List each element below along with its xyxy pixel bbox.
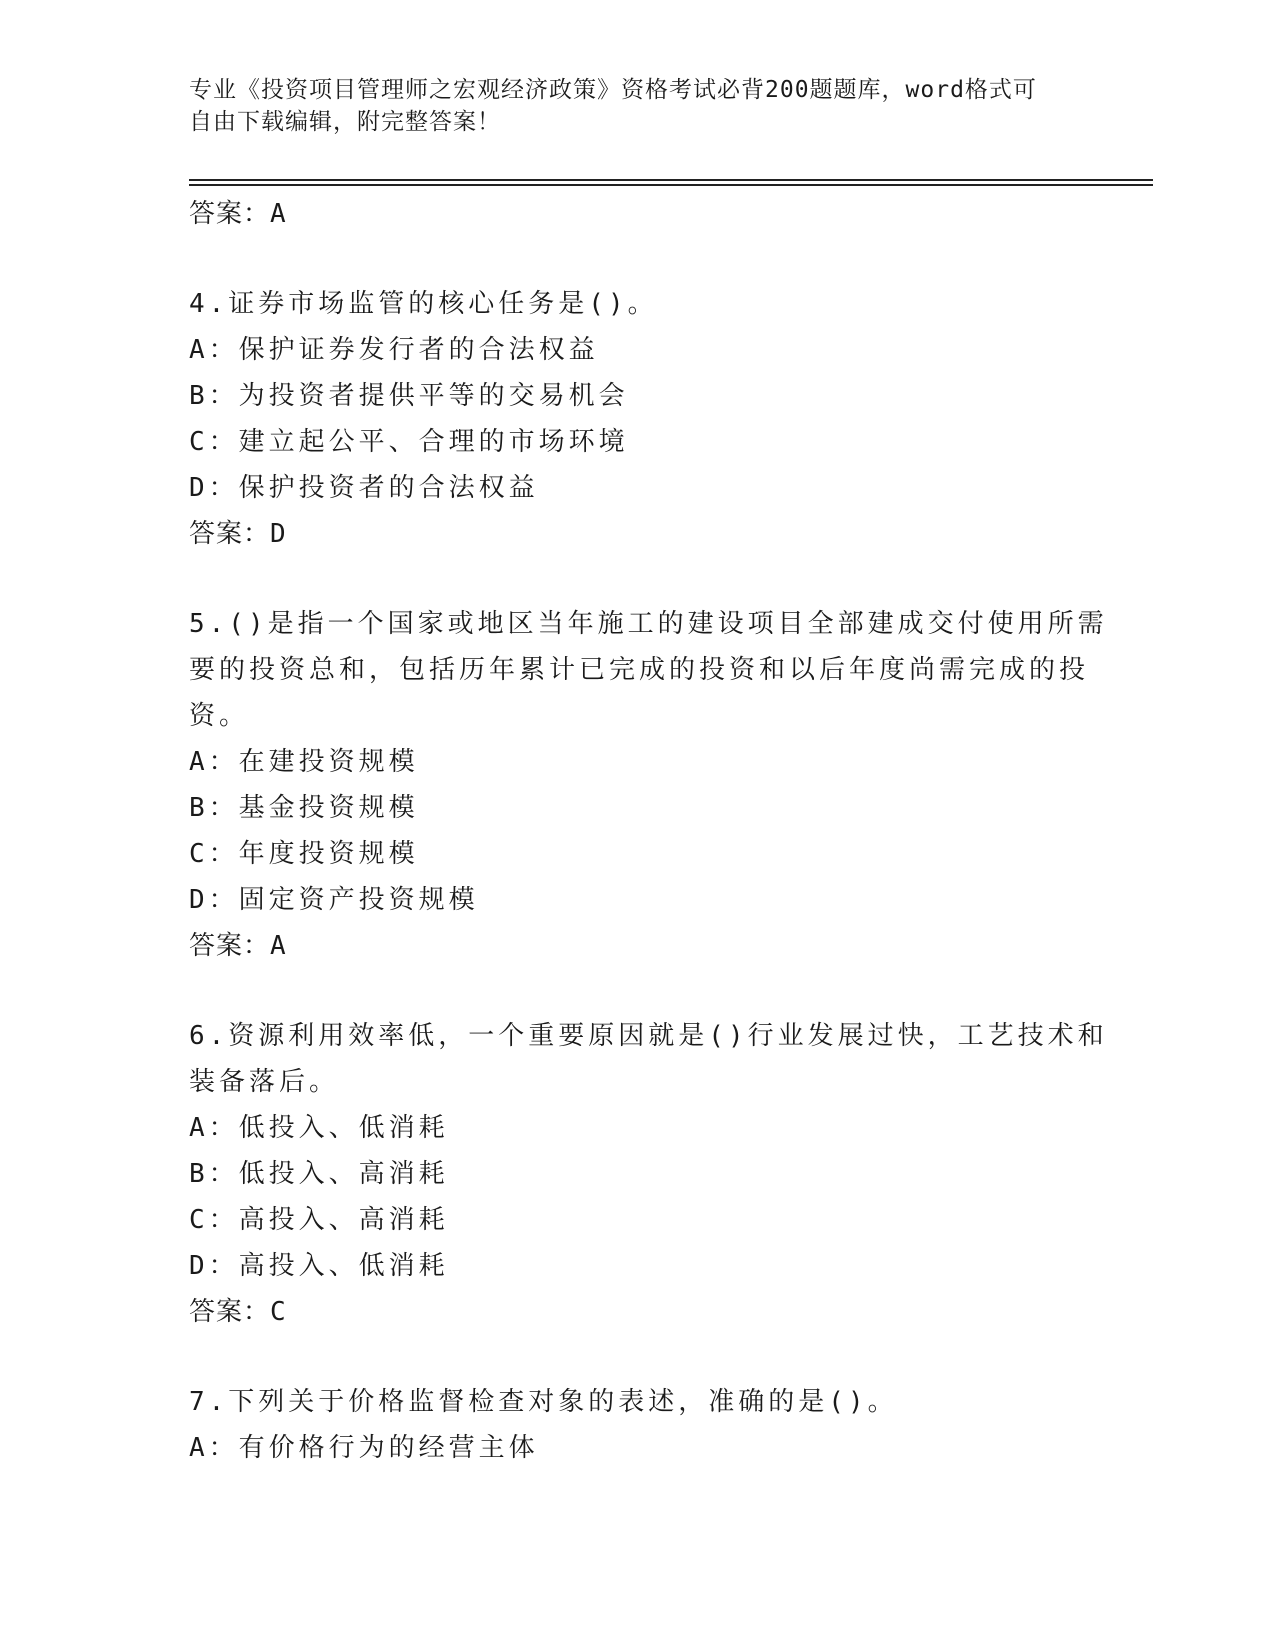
option-c: C：建立起公平、合理的市场环境	[189, 427, 629, 457]
question-stem: 6.资源利用效率低，一个重要原因就是()行业发展过快，工艺技术和	[189, 1021, 1108, 1051]
option-c: C：高投入、高消耗	[189, 1205, 449, 1235]
question-stem: 装备落后。	[189, 1067, 340, 1097]
option-b: B：为投资者提供平等的交易机会	[189, 381, 629, 411]
option-a: A：在建投资规模	[189, 747, 419, 777]
question-stem: 要的投资总和，包括历年累计已完成的投资和以后年度尚需完成的投	[189, 655, 1090, 685]
answer-line: 答案：C	[189, 1297, 287, 1327]
option-b: B：低投入、高消耗	[189, 1159, 449, 1189]
header-rule-top	[189, 179, 1153, 181]
option-a: A：有价格行为的经营主体	[189, 1433, 539, 1463]
option-a: A：低投入、低消耗	[189, 1113, 449, 1143]
option-d: D：高投入、低消耗	[189, 1251, 449, 1281]
option-a: A：保护证券发行者的合法权益	[189, 335, 599, 365]
header-line-1: 专业《投资项目管理师之宏观经济政策》资格考试必背200题题库，word格式可	[189, 77, 1037, 103]
question-stem: 4.证券市场监管的核心任务是()。	[189, 289, 658, 319]
question-4	[189, 281, 1069, 557]
question-stem: 7.下列关于价格监督检查对象的表述，准确的是()。	[189, 1387, 898, 1417]
question-list	[189, 191, 1108, 1471]
option-c: C：年度投资规模	[189, 839, 419, 869]
question-7	[189, 1379, 1069, 1471]
option-b: B：基金投资规模	[189, 793, 419, 823]
header-rule-bottom	[189, 184, 1153, 186]
question-5	[189, 601, 1108, 969]
answer-line: 答案：A	[189, 199, 287, 229]
answer-line: 答案：D	[189, 519, 287, 549]
answer-line: 答案：A	[189, 931, 287, 961]
option-d: D：保护投资者的合法权益	[189, 473, 539, 503]
document-header	[189, 74, 1069, 138]
question-stem: 5.()是指一个国家或地区当年施工的建设项目全部建成交付使用所需	[189, 609, 1108, 639]
question-6	[189, 1013, 1108, 1335]
header-line-2: 自由下载编辑，附完整答案！	[189, 109, 501, 135]
option-d: D：固定资产投资规模	[189, 885, 479, 915]
question-stem: 资。	[189, 701, 250, 731]
